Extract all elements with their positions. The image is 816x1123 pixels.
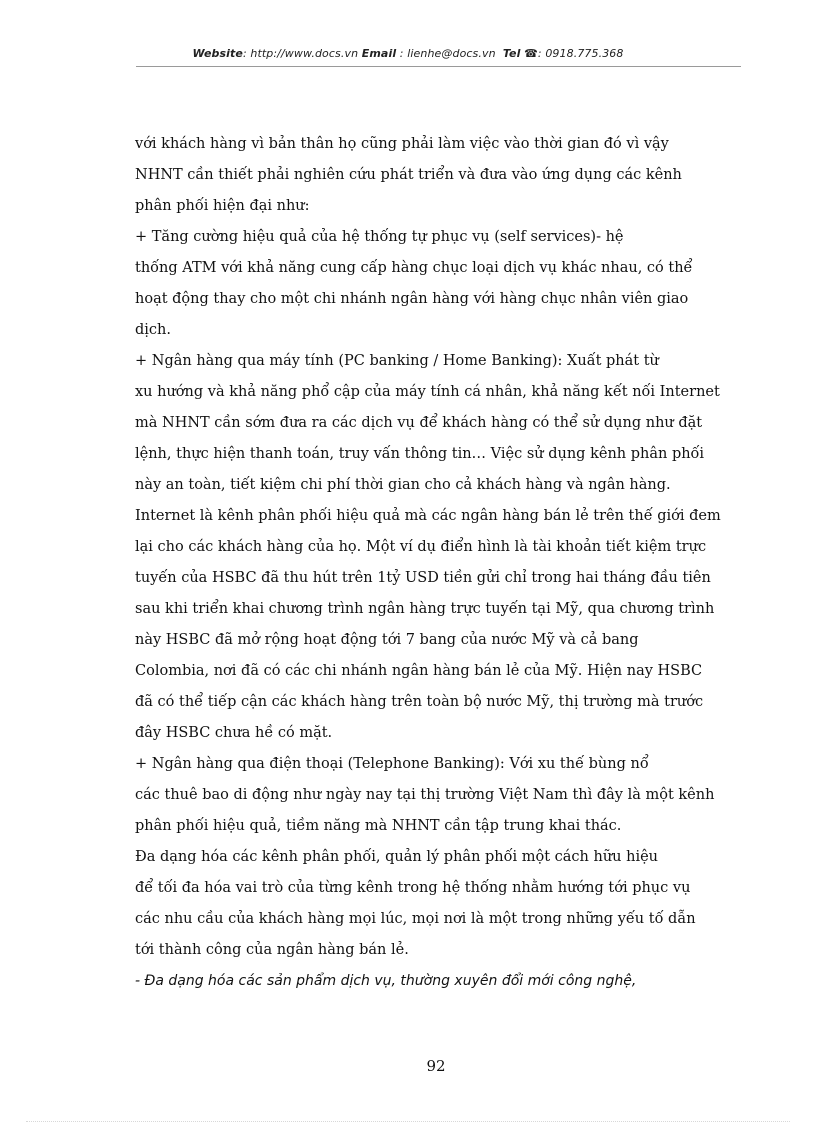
phone-icon: ☎ — [524, 47, 538, 60]
body-text — [135, 129, 725, 997]
website-label: Website — [192, 47, 243, 60]
page-bottom-border — [26, 1121, 790, 1122]
text-line: sau khi triển khai chương trình ngân hàng trực tuyến tại Mỹ, qua chương trình — [135, 601, 715, 617]
text-line: lại cho các khách hàng của họ. Một ví dụ điển hình là tài khoản tiết kiệm trực — [135, 539, 707, 555]
text-line: này HSBC đã mở rộng hoạt động tới 7 bang của nước Mỹ và cả bang — [135, 632, 639, 648]
text-line: với khách hàng vì bản thân họ cũng phải làm việc vào thời gian đó vì vậy — [135, 136, 669, 152]
text-line: thống ATM với khả năng cung cấp hàng chục loại dịch vụ khác nhau, có thể — [135, 260, 693, 276]
text-line: Internet là kênh phân phối hiệu quả mà các ngân hàng bán lẻ trên thế giới đem — [135, 508, 721, 524]
tel-label: Tel — [502, 47, 521, 60]
text-line: NHNT cần thiết phải nghiên cứu phát triển và đưa vào ứng dụng các kênh — [135, 167, 682, 183]
header-divider — [136, 66, 741, 67]
text-line: mà NHNT cần sớm đưa ra các dịch vụ để khách hàng có thể sử dụng như đặt — [135, 415, 703, 431]
text-line: đây HSBC chưa hề có mặt. — [135, 725, 333, 741]
text-line: hoạt động thay cho một chi nhánh ngân hàng với hàng chục nhân viên giao — [135, 291, 689, 307]
text-line: + Ngân hàng qua điện thoại (Telephone Banking): Với xu thế bùng nổ — [135, 756, 649, 772]
website-value: : http://www.docs.vn — [242, 47, 359, 60]
text-line: phân phối hiện đại như: — [135, 198, 310, 214]
text-line: các nhu cầu của khách hàng mọi lúc, mọi nơi là một trong những yếu tố dẫn — [135, 911, 696, 927]
tel-value: : 0918.775.368 — [537, 47, 624, 60]
text-line: này an toàn, tiết kiệm chi phí thời gian cho cả khách hàng và ngân hàng. — [135, 477, 671, 493]
text-line: dịch. — [135, 322, 171, 338]
text-line: các thuê bao di động như ngày nay tại thị trường Việt Nam thì đây là một kênh — [135, 787, 715, 803]
text-line: tuyến của HSBC đã thu hút trên 1tỷ USD tiền gửi chỉ trong hai tháng đầu tiên — [135, 570, 711, 586]
text-line: Colombia, nơi đã có các chi nhánh ngân hàng bán lẻ của Mỹ. Hiện nay HSBC — [135, 663, 703, 679]
text-line: + Tăng cường hiệu quả của hệ thống tự phục vụ (self services)- hệ — [135, 229, 624, 245]
text-line: xu hướng và khả năng phổ cập của máy tính cá nhân, khả năng kết nối Internet — [135, 384, 720, 400]
page-number: 92 — [426, 1057, 446, 1075]
text-line: Đa dạng hóa các kênh phân phối, quản lý phân phối một cách hữu hiệu — [135, 849, 659, 865]
text-line: tới thành công của ngân hàng bán lẻ. — [135, 942, 409, 958]
page-header — [0, 47, 816, 60]
email-label: Email — [361, 47, 397, 60]
text-line: để tối đa hóa vai trò của từng kênh trong hệ thống nhằm hướng tới phục vụ — [135, 880, 691, 896]
text-line: - Đa dạng hóa các sản phẩm dịch vụ, thường xuyên đổi mới công nghệ, — [135, 973, 637, 989]
email-value: : lienhe@docs.vn — [396, 47, 496, 60]
text-line: + Ngân hàng qua máy tính (PC banking / Home Banking): Xuất phát từ — [135, 353, 659, 369]
text-line: lệnh, thực hiện thanh toán, truy vấn thông tin… Việc sử dụng kênh phân phối — [135, 446, 705, 462]
text-line: phân phối hiệu quả, tiềm năng mà NHNT cần tập trung khai thác. — [135, 818, 622, 834]
text-line: đã có thể tiếp cận các khách hàng trên toàn bộ nước Mỹ, thị trường mà trước — [135, 694, 704, 710]
